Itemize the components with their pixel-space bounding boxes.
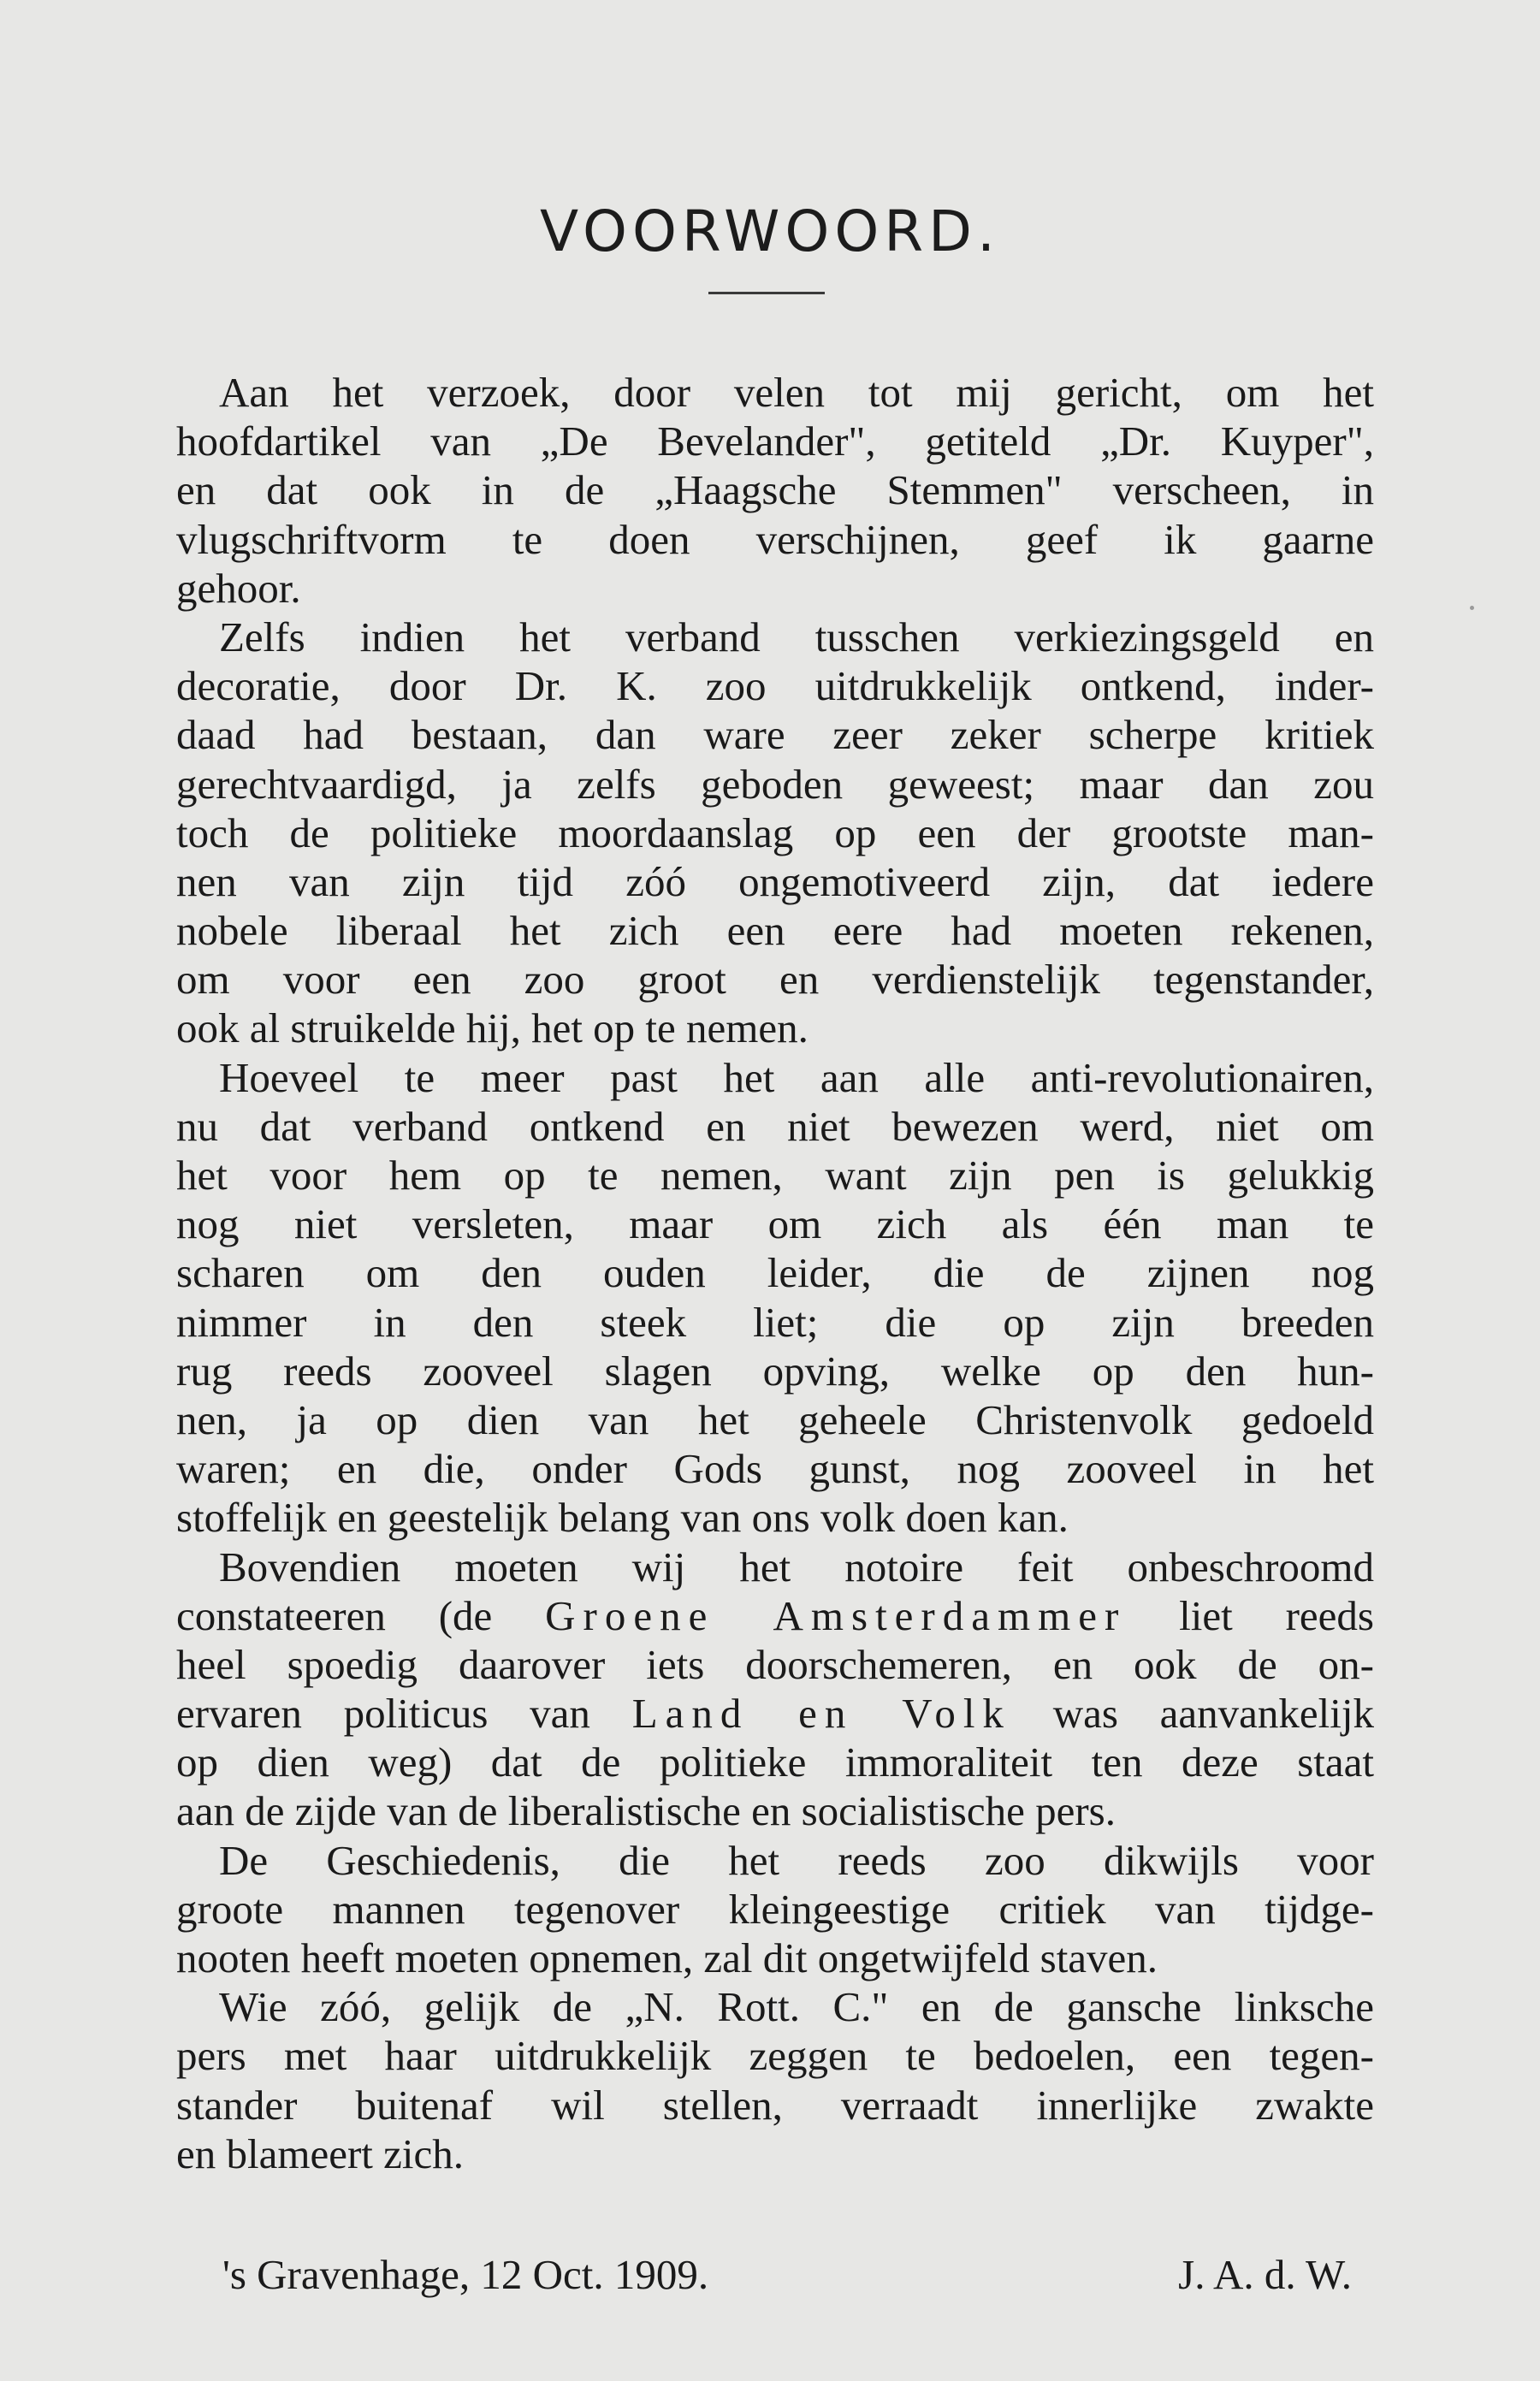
text-line: aan de zijde van de liberalistische en socialistische pers. xyxy=(176,1787,1116,1835)
text-line: waren; en die, onder Gods gunst, nog zooveel in het xyxy=(176,1445,1374,1493)
text-line: Bovendien moeten wij het notoire feit onbeschroomd xyxy=(219,1543,1374,1590)
signature-line xyxy=(222,2250,1352,2299)
text-line: nen van zijn tijd zóó ongemotiveerd zijn, dat iedere xyxy=(176,857,1374,905)
place-date: 's Gravenhage, 12 Oct. 1909. xyxy=(222,2251,709,2298)
foreword-body xyxy=(176,368,1374,2178)
text-line: heel spoedig daarover iets doorschemeren, en ook de on- xyxy=(176,1640,1374,1688)
text-line: constateeren (de Groene Amsterdammer liet reeds xyxy=(176,1591,1374,1639)
text-line: het voor hem op te nemen, want zijn pen is gelukkig xyxy=(176,1152,1374,1199)
text-line: nen, ja op dien van het geheele Christenvolk gedoeld xyxy=(176,1395,1374,1443)
speck-mark xyxy=(1470,606,1474,610)
text-line: Aan het verzoek, door velen tot mij gericht, om het xyxy=(219,369,1374,416)
text-line: groote mannen tegenover kleingeestige critiek van tijdge- xyxy=(176,1885,1374,1933)
text-line: nimmer in den steek liet; die op zijn breeden xyxy=(176,1298,1374,1346)
text-line: en dat ook in de „Haagsche Stemmen" verscheen, in xyxy=(176,466,1374,514)
spaced-title: Groene Amsterdammer xyxy=(545,1591,1127,1639)
text-line: stoffelijk en geestelijk belang van ons volk doen kan. xyxy=(176,1494,1069,1542)
title-divider xyxy=(708,292,825,294)
text-line: op dien weg) dat de politieke immoraliteit ten deze staat xyxy=(176,1738,1374,1786)
text-line: gerechtvaardigd, ja zelfs geboden geweest; maar dan zou xyxy=(176,760,1374,808)
text-line: om voor een zoo groot en verdienstelijk tegenstander, xyxy=(176,956,1374,1004)
text-line: hoofdartikel van „De Bevelander", getiteld „Dr. Kuyper", xyxy=(176,418,1374,465)
text-line: daad had bestaan, dan ware zeer zeker scherpe kritiek xyxy=(176,711,1374,759)
text-line: decoratie, door Dr. K. zoo uitdrukkelijk ontkend, inder- xyxy=(176,662,1374,710)
text-line: De Geschiedenis, die het reeds zoo dikwijls voor xyxy=(219,1836,1374,1884)
text-line: nog niet versleten, maar om zich als één man te xyxy=(176,1200,1374,1248)
text-line: en blameert zich. xyxy=(176,2129,465,2177)
text-line: rug reeds zooveel slagen opving, welke op den hun- xyxy=(176,1347,1374,1395)
text-line: Zelfs indien het verband tusschen verkiezingsgeld en xyxy=(219,613,1374,660)
text-line: stander buitenaf wil stellen, verraadt innerlijke zwakte xyxy=(176,2081,1374,2129)
text-line: Hoeveel te meer past het aan alle anti-revolutionairen, xyxy=(219,1053,1374,1101)
text-line: scharen om den ouden leider, die de zijnen nog xyxy=(176,1249,1374,1297)
page-title: VOORWOORD. xyxy=(540,198,1000,264)
spaced-title: Land en Volk xyxy=(631,1690,1011,1738)
text-line: nu dat verband ontkend en niet bewezen werd, niet om xyxy=(176,1102,1374,1150)
text-line: pers met haar uitdrukkelijk zeggen te bedoelen, een tegen- xyxy=(176,2032,1374,2080)
text-line: nobele liberaal het zich een eere had moeten rekenen, xyxy=(176,907,1374,955)
text-line: nooten heeft moeten opnemen, zal dit ongetwijfeld staven. xyxy=(176,1934,1158,1981)
text-line: ook al struikelde hij, het op te nemen. xyxy=(176,1004,808,1052)
text-line: gehoor. xyxy=(176,564,301,612)
text-line: ervaren politicus van Land en Volk was aanvankelijk xyxy=(176,1690,1374,1738)
text-line: toch de politieke moordaanslag op een der grootste man- xyxy=(176,808,1374,856)
text-line: vlugschriftvorm te doen verschijnen, geef ik gaarne xyxy=(176,515,1374,563)
text-line: Wie zóó, gelijk de „N. Rott. C." en de gansche linksche xyxy=(219,1983,1374,2031)
author-initials: J. A. d. W. xyxy=(1178,2251,1352,2298)
